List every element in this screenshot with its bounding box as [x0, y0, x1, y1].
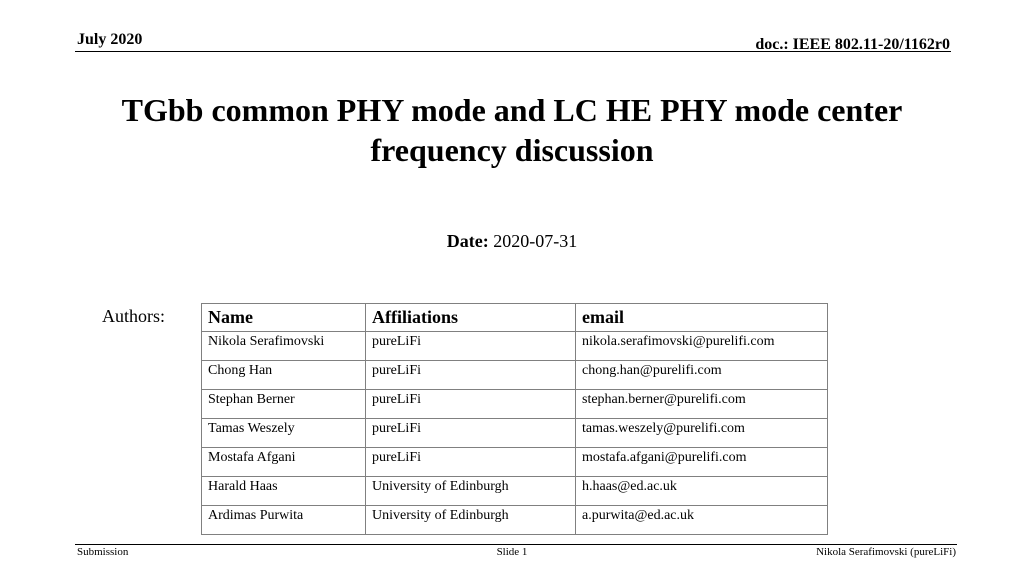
author-affiliation: pureLiFi	[366, 332, 576, 361]
table-row	[202, 361, 828, 390]
author-affiliation: pureLiFi	[366, 390, 576, 419]
author-name: Ardimas Purwita	[202, 506, 366, 535]
table-row	[202, 477, 828, 506]
table-row	[202, 419, 828, 448]
author-name: Tamas Weszely	[202, 419, 366, 448]
table-row	[202, 506, 828, 535]
footer-divider	[75, 544, 957, 545]
author-affiliation: pureLiFi	[366, 361, 576, 390]
column-header-affiliations: Affiliations	[366, 304, 576, 332]
authors-table	[201, 303, 828, 535]
date-value: 2020-07-31	[493, 231, 578, 251]
authors-label: Authors:	[102, 306, 165, 326]
author-email: chong.han@purelifi.com	[576, 361, 828, 390]
author-name: Nikola Serafimovski	[202, 332, 366, 361]
date-label: Date:	[446, 231, 489, 251]
author-name: Harald Haas	[202, 477, 366, 506]
slide-title: TGbb common PHY mode and LC HE PHY mode center frequency discussion	[121, 92, 903, 168]
author-email: nikola.serafimovski@purelifi.com	[576, 332, 828, 361]
author-name: Stephan Berner	[202, 390, 366, 419]
author-affiliation: University of Edinburgh	[366, 506, 576, 535]
header-divider	[75, 51, 951, 52]
header-doc-id: doc.: IEEE 802.11-20/1162r0	[755, 36, 950, 53]
table-row	[202, 448, 828, 477]
footer-author: Nikola Serafimovski (pureLiFi)	[816, 546, 956, 558]
author-affiliation: pureLiFi	[366, 419, 576, 448]
header-date: July 2020	[77, 31, 143, 48]
author-email: mostafa.afgani@purelifi.com	[576, 448, 828, 477]
table-row	[202, 390, 828, 419]
column-header-email: email	[576, 304, 828, 332]
author-email: h.haas@ed.ac.uk	[576, 477, 828, 506]
footer-submission: Submission	[77, 546, 129, 558]
author-affiliation: pureLiFi	[366, 448, 576, 477]
author-affiliation: University of Edinburgh	[366, 477, 576, 506]
table-row	[202, 332, 828, 361]
footer-slide-number: Slide 1	[496, 546, 528, 558]
author-email: tamas.weszely@purelifi.com	[576, 419, 828, 448]
author-email: a.purwita@ed.ac.uk	[576, 506, 828, 535]
column-header-name: Name	[202, 304, 366, 332]
author-email: stephan.berner@purelifi.com	[576, 390, 828, 419]
date-line	[0, 231, 1024, 252]
table-header-row	[202, 304, 828, 332]
author-name: Mostafa Afgani	[202, 448, 366, 477]
author-name: Chong Han	[202, 361, 366, 390]
